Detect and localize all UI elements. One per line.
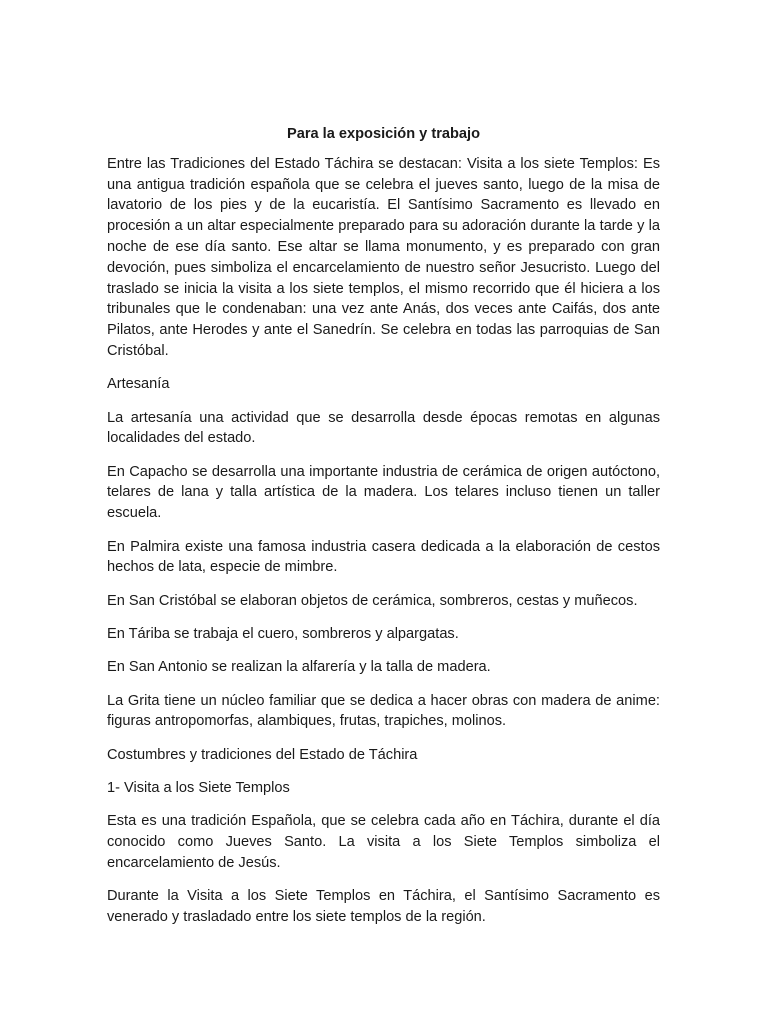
intro-paragraph: Entre las Tradiciones del Estado Táchira se destacan: Visita a los siete Templos: Es una antigua tradición española que se celebra el jueves santo, luego de la misa de lavatorio de los pies y de la eucaristía. El Santísimo Sacramento es llevado en procesión a un altar especialmente preparado para su adoración durante la tarde y la noche de ese día santo. Ese altar se llama monumento, y es preparado con gran devoción, pues simboliza el encarcelamiento de nuestro señor Jesucristo. Luego del traslado se inicia la visita a los siete templos, el mismo recorrido que él hiciera a los tribunales que le condenaban: una vez ante Anás, dos veces ante Caifás, dos ante Pilatos, ante Herodes y ante el Sanedrín. Se celebra en todas las parroquias de San Cristóbal. bbox=[107, 155, 660, 359]
artesania-heading: Artesanía bbox=[107, 376, 170, 393]
visita-heading: 1- Visita a los Siete Templos bbox=[107, 779, 290, 796]
la-grita-paragraph: La Grita tiene un núcleo familiar que se dedica a hacer obras con madera de anime: figuras antropomorfas, alambiques, frutas, trapiches, molinos. bbox=[107, 692, 660, 730]
san-antonio-paragraph: En San Antonio se realizan la alfarería y la talla de madera. bbox=[107, 659, 491, 676]
document-title: Para la exposición y trabajo bbox=[286, 126, 481, 142]
artesania-paragraph: La artesanía una actividad que se desarrolla desde épocas remotas en algunas localidades del estado. bbox=[107, 409, 660, 447]
tariba-paragraph: En Táriba se trabaja el cuero, sombreros y alpargatas. bbox=[107, 625, 459, 642]
document-page bbox=[107, 124, 660, 940]
costumbres-heading: Costumbres y tradiciones del Estado de Táchira bbox=[107, 746, 418, 763]
visita-paragraph-2: Durante la Visita a los Siete Templos en Táchira, el Santísimo Sacramento es venerado y trasladado entre los siete templos de la región. bbox=[107, 888, 660, 925]
capacho-paragraph: En Capacho se desarrolla una importante industria de cerámica de origen autóctono, telares de lana y talla artística de la madera. Los telares incluso tienen un taller escuela. bbox=[107, 463, 660, 522]
visita-paragraph-1: Esta es una tradición Española, que se celebra cada año en Táchira, durante el día conocido como Jueves Santo. La visita a los Siete Templos simboliza el encarcelamiento de Jesús. bbox=[107, 813, 660, 871]
palmira-paragraph: En Palmira existe una famosa industria casera dedicada a la elaboración de cestos hechos de lata, especie de mimbre. bbox=[107, 538, 660, 576]
san-cristobal-paragraph: En San Cristóbal se elaboran objetos de cerámica, sombreros, cestas y muñecos. bbox=[107, 592, 638, 609]
